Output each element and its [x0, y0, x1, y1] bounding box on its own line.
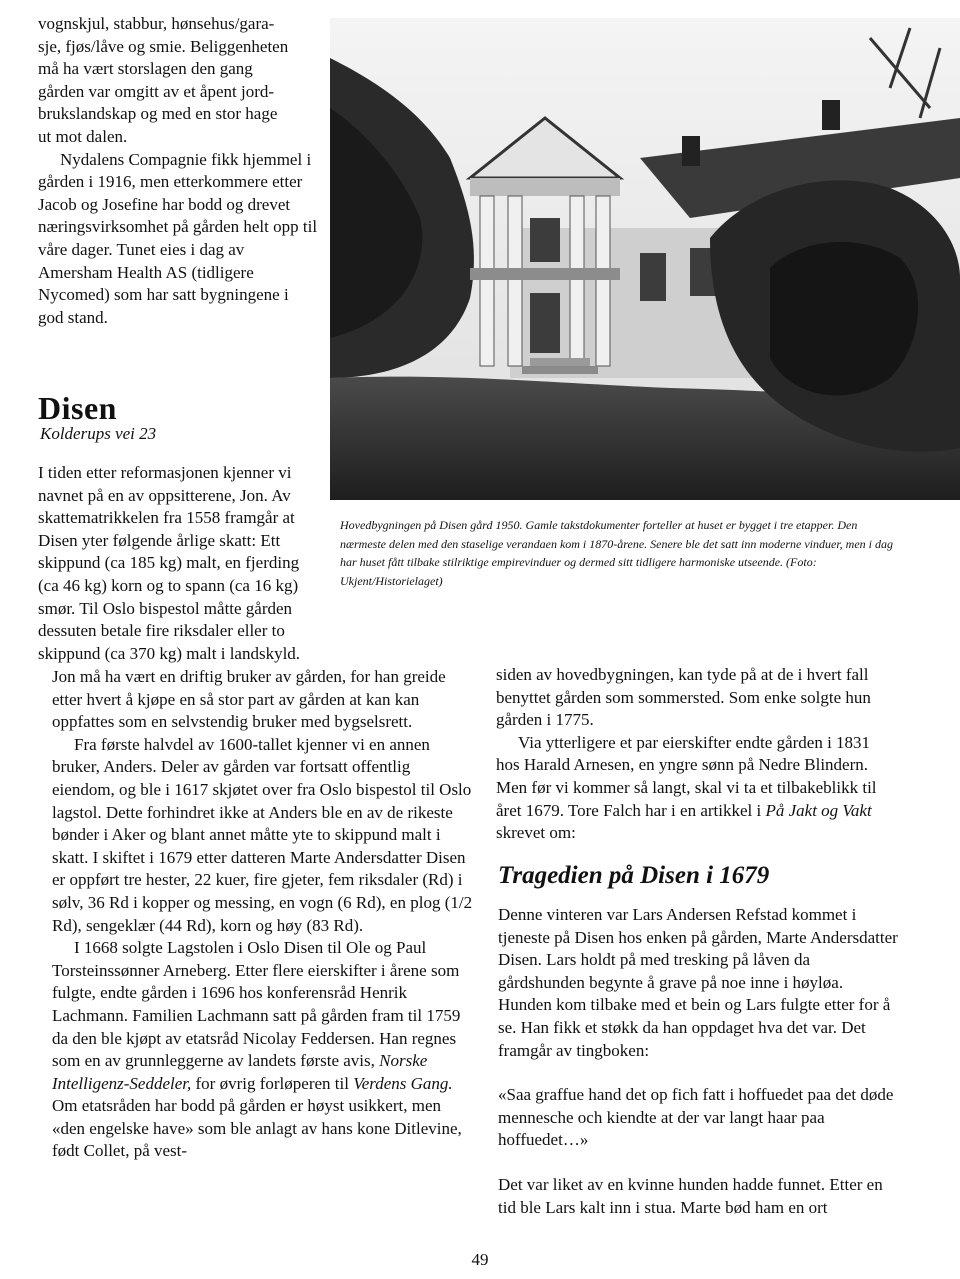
- body-paragraph: [52, 937, 474, 1163]
- intro-line: vognskjul, stabbur, hønsehus/gara-: [38, 14, 275, 33]
- magazine-title: På Jakt og Vakt: [765, 800, 872, 820]
- body-text: Via ytterligere et par eierskifter endte gården i 1831 hos Harald Arnesen, en yngre sønn på Nedre Blindern. Men før vi kommer så langt, skal vi ta et tilbakeblikk til året 1679. Tore Falch har i en artikkel i: [496, 732, 877, 820]
- intro-line: sje, fjøs/låve og smie. Beliggenheten: [38, 36, 289, 56]
- body-text: skrevet om:: [496, 823, 576, 843]
- newspaper-title: Verdens Gang.: [353, 1073, 453, 1093]
- subsection-heading: Tragedien på Disen i 1679: [498, 862, 770, 889]
- intro-line: må ha vært storslagen den gang: [38, 59, 253, 79]
- section-address: Kolderups vei 23: [40, 424, 157, 443]
- newspaper-title: Norske Intelligenz-Seddeler,: [52, 1051, 428, 1093]
- body-paragraph: I tiden etter reformasjonen kjenner vi navnet på en av oppsitterene, Jon. Av skattematrikkelen fra 1558 framgår at Disen yter følgende årlige skatt: Ett skippund (ca 185 kg) malt, en fjerding (ca 46 kg) korn og to spann (ca 16 kg) smør. Til Oslo bispestol måtte gården dessuten betale fire riksdaler eller to skippund (ca 370 kg) malt i landskyld.: [38, 463, 301, 663]
- body-text: for øvrig forløperen til: [195, 1073, 349, 1093]
- right-column-lower: [498, 904, 898, 1219]
- left-column-upper: [38, 462, 323, 665]
- body-text: I 1668 solgte Lagstolen i Oslo Disen til Ole og Paul Torsteinssønner Arneberg. Etter flere eierskifter i årene som fulgte, endte gården i 1696 hos konferensråd Henrik Lachmann. Familien Lachmann satt på gården fram til 1759 da den ble kjøpt av etatsråd Nicolay Feddersen. Han regnes som en av grunnleggerne av landets første avis,: [52, 938, 461, 1071]
- body-paragraph: siden av hovedbygningen, kan tyde på at de i hvert fall benyttet gården som sommersted. Som enke solgte hun gården i 1775.: [496, 665, 871, 730]
- disen-house-photo: [330, 18, 960, 500]
- left-column-lower: [52, 666, 474, 1163]
- court-record-quote: «Saa graffue hand det op fich fatt i hoffuedet paa det døde mennesche och kiendte at der var langt haar paa hoffuedet…»: [498, 1085, 894, 1150]
- body-paragraph: Jon må ha vært en driftig bruker av gården, for han greide etter hvert å kjøpe en så stor part av gården at kan kan oppfattes som en selvstendig bruker med bygselsrett.: [52, 667, 446, 732]
- body-paragraph: Fra første halvdel av 1600-tallet kjenner vi en annen bruker, Anders. Deler av gården var fortsatt offentlig eiendom, og ble i 1617 skjøtet over fra Oslo bispestol til Oslo lagstol. Dette forhindret ikke at Anders ble en av de rikeste bønder i Aker og blant annet måtte yte to skippund malt i skatt. I skiftet i 1679 etter datteren Marte Andersdatter Disen er oppført tre hester, 22 kuer, fire gjeter, fem riksdaler (Rd) i sølv, 36 Rd i kopper og messing, en vogn (6 Rd), en plog (1/2 Rd), sengeklær (44 Rd), korn og høy (83 Rd).: [52, 734, 473, 935]
- body-text: Om etatsråden har bodd på gården er høyst usikkert, men «den engelske have» som ble anlagt av hans kone Ditlevine, født Collet, på vest-: [52, 1096, 462, 1161]
- intro-text-block: [38, 13, 318, 329]
- photo-caption: Hovedbygningen på Disen gård 1950. Gamle takstdokumenter forteller at huset er bygget i tre etapper. Den nærmeste delen med den staselige verandaen kom i 1870-årene. Senere ble det satt inn moderne vinduer, men i dag har huset fått tilbake stilriktige empirevinduer og dermed sitt tidligere harmoniske utseende. (Foto: Ukjent/Historielaget): [340, 518, 893, 588]
- body-paragraph: Denne vinteren var Lars Andersen Refstad kommet i tjeneste på Disen hos enken på gården, Marte Andersdatter Disen. Lars holdt på med tresking på låven da gårdshunden begynte å grave på noe inne i høyløa. Hunden kom tilbake med et bein og Lars fulgte etter for å se. Han fikk et støkk da han oppdaget hva det var. Det framgår av tingboken:: [498, 905, 898, 1060]
- intro-line: brukslandskap og med en stor hage: [38, 104, 278, 124]
- body-paragraph: Det var liket av en kvinne hunden hadde funnet. Etter en tid ble Lars kalt inn i stua. Marte bød ham en ort: [498, 1174, 883, 1217]
- section-title: Disen: [38, 390, 117, 426]
- intro-line: ut mot dalen.: [38, 126, 128, 146]
- intro-line: gården var omgitt av et åpent jord-: [38, 81, 275, 101]
- page-number: 49: [471, 1250, 489, 1269]
- intro-paragraph-2: Nydalens Compagnie fikk hjemmel i gården i 1916, men etterkommere etter Jacob og Josefine har bodd og drevet næringsvirksomhet på gården helt opp til våre dager. Tunet eies i dag av Amersham Health AS (tidligere Nycomed) som har satt bygningene i god stand.: [38, 149, 318, 327]
- right-column-upper: [496, 664, 896, 845]
- body-paragraph: [496, 732, 896, 845]
